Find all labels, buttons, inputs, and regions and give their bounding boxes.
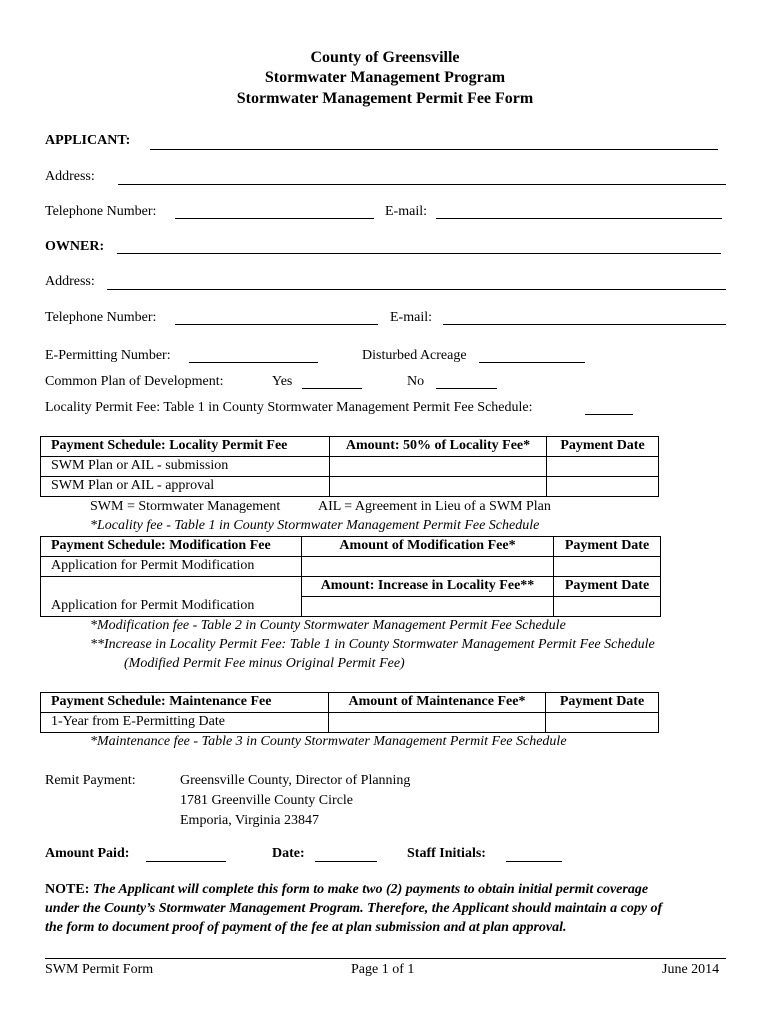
- applicant-phone-field[interactable]: [175, 218, 374, 219]
- increase-fee-note: **Increase in Locality Permit Fee: Table 1 in County Stormwater Management Permit Fee Schedule: [90, 637, 655, 652]
- date-field[interactable]: [315, 861, 377, 862]
- owner-phone-field[interactable]: [175, 324, 378, 325]
- swm-definition: SWM = Stormwater Management: [90, 499, 281, 514]
- applicant-label: APPLICANT:: [45, 133, 131, 148]
- epermit-field[interactable]: [189, 362, 318, 363]
- owner-address-label: Address:: [45, 274, 95, 289]
- table2-amount-cell[interactable]: [302, 557, 554, 577]
- owner-name-field[interactable]: [117, 253, 721, 254]
- acreage-label: Disturbed Acreage: [362, 348, 467, 363]
- staff-initials-label: Staff Initials:: [407, 846, 486, 861]
- footer-page-number: Page 1 of 1: [351, 962, 415, 977]
- locality-fee-note: *Locality fee - Table 1 in County Stormwater Management Permit Fee Schedule: [90, 518, 540, 533]
- date-label: Date:: [272, 846, 305, 861]
- table1-header-date: Payment Date: [547, 437, 659, 457]
- remit-line-2: 1781 Greenville County Circle: [180, 793, 354, 808]
- common-plan-no-field[interactable]: [436, 388, 497, 389]
- applicant-email-field[interactable]: [436, 218, 722, 219]
- table1-row-label: SWM Plan or AIL - approval: [41, 477, 330, 497]
- modification-fee-table: [40, 536, 661, 617]
- common-plan-no-label: No: [407, 374, 425, 389]
- table2-increase-cell[interactable]: [302, 597, 554, 617]
- ail-definition: AIL = Agreement in Lieu of a SWM Plan: [318, 499, 551, 514]
- table1-header-schedule: Payment Schedule: Locality Permit Fee: [41, 437, 330, 457]
- note-text-3: the form to document proof of payment of the fee at plan submission and at plan approval.: [45, 920, 567, 935]
- table1-amount-cell[interactable]: [330, 477, 547, 497]
- maintenance-fee-table: [40, 692, 659, 733]
- amount-paid-field[interactable]: [146, 861, 226, 862]
- table3-header-amount: Amount of Maintenance Fee*: [329, 693, 546, 713]
- note-text-2: under the County’s Stormwater Management Program. Therefore, the Applicant should maintain a copy of: [45, 901, 663, 916]
- table2-header-schedule: Payment Schedule: Modification Fee: [41, 537, 302, 557]
- table3-amount-cell[interactable]: [329, 713, 546, 733]
- remit-line-3: Emporia, Virginia 23847: [180, 813, 320, 828]
- applicant-phone-label: Telephone Number:: [45, 204, 157, 219]
- table1-amount-cell[interactable]: [330, 457, 547, 477]
- common-plan-yes-field[interactable]: [302, 388, 362, 389]
- increase-fee-note-2: (Modified Permit Fee minus Original Permit Fee): [124, 656, 405, 671]
- table2-header-increase: Amount: Increase in Locality Fee**: [302, 577, 554, 597]
- table2-header-amount: Amount of Modification Fee*: [302, 537, 554, 557]
- table-row: [41, 477, 659, 497]
- table3-date-cell[interactable]: [546, 713, 659, 733]
- table1-header-amount: Amount: 50% of Locality Fee*: [330, 437, 547, 457]
- table2-blank-cell: [41, 577, 302, 597]
- locality-fee-table: [40, 436, 659, 497]
- locality-fee-field[interactable]: [585, 414, 633, 415]
- acreage-field[interactable]: [479, 362, 585, 363]
- owner-phone-label: Telephone Number:: [45, 310, 157, 325]
- amount-paid-label: Amount Paid:: [45, 846, 130, 861]
- footer-date: June 2014: [662, 962, 720, 977]
- form-title: Stormwater Management Permit Fee Form: [236, 90, 534, 107]
- remit-line-1: Greensville County, Director of Planning: [180, 773, 411, 788]
- table2-date-cell[interactable]: [554, 557, 661, 577]
- note-label: NOTE: [45, 882, 85, 897]
- owner-email-field[interactable]: [443, 324, 726, 325]
- table-row: [41, 713, 659, 733]
- footer-form-name: SWM Permit Form: [45, 962, 154, 977]
- note-paragraph: NOTE: The Applicant will complete this form to make two (2) payments to obtain initial permit coverage: [45, 882, 649, 897]
- common-plan-yes-label: Yes: [272, 374, 293, 389]
- staff-initials-field[interactable]: [506, 861, 562, 862]
- owner-label: OWNER:: [45, 239, 105, 254]
- footer-divider: [45, 958, 726, 959]
- table3-header-schedule: Payment Schedule: Maintenance Fee: [41, 693, 329, 713]
- epermit-label: E-Permitting Number:: [45, 348, 171, 363]
- note-text-1: The Applicant will complete this form to make two (2) payments to obtain initial permit coverage: [92, 882, 649, 897]
- table3-header-date: Payment Date: [546, 693, 659, 713]
- table2-date-cell[interactable]: [554, 597, 661, 617]
- table-row: [41, 557, 661, 577]
- locality-fee-label: Locality Permit Fee: Table 1 in County Stormwater Management Permit Fee Schedule:: [45, 400, 533, 415]
- table2-header-date2: Payment Date: [554, 577, 661, 597]
- maintenance-fee-note: *Maintenance fee - Table 3 in County Stormwater Management Permit Fee Schedule: [90, 734, 567, 749]
- modification-fee-note: *Modification fee - Table 2 in County Stormwater Management Permit Fee Schedule: [90, 618, 566, 633]
- table1-date-cell[interactable]: [547, 477, 659, 497]
- common-plan-label: Common Plan of Development:: [45, 374, 224, 389]
- applicant-name-field[interactable]: [150, 149, 718, 150]
- table-row: [41, 597, 661, 617]
- applicant-email-label: E-mail:: [385, 204, 427, 219]
- table2-row-label: Application for Permit Modification: [41, 597, 302, 617]
- table2-header-date: Payment Date: [554, 537, 661, 557]
- owner-email-label: E-mail:: [390, 310, 432, 325]
- table1-row-label: SWM Plan or AIL - submission: [41, 457, 330, 477]
- table1-date-cell[interactable]: [547, 457, 659, 477]
- remit-label: Remit Payment:: [45, 773, 136, 788]
- table2-row-label: Application for Permit Modification: [41, 557, 302, 577]
- owner-address-field[interactable]: [107, 289, 726, 290]
- table3-row-label: 1-Year from E-Permitting Date: [41, 713, 329, 733]
- county-title: County of Greensville: [310, 49, 460, 66]
- applicant-address-label: Address:: [45, 169, 95, 184]
- table-row: [41, 457, 659, 477]
- applicant-address-field[interactable]: [118, 184, 726, 185]
- program-title: Stormwater Management Program: [264, 69, 506, 86]
